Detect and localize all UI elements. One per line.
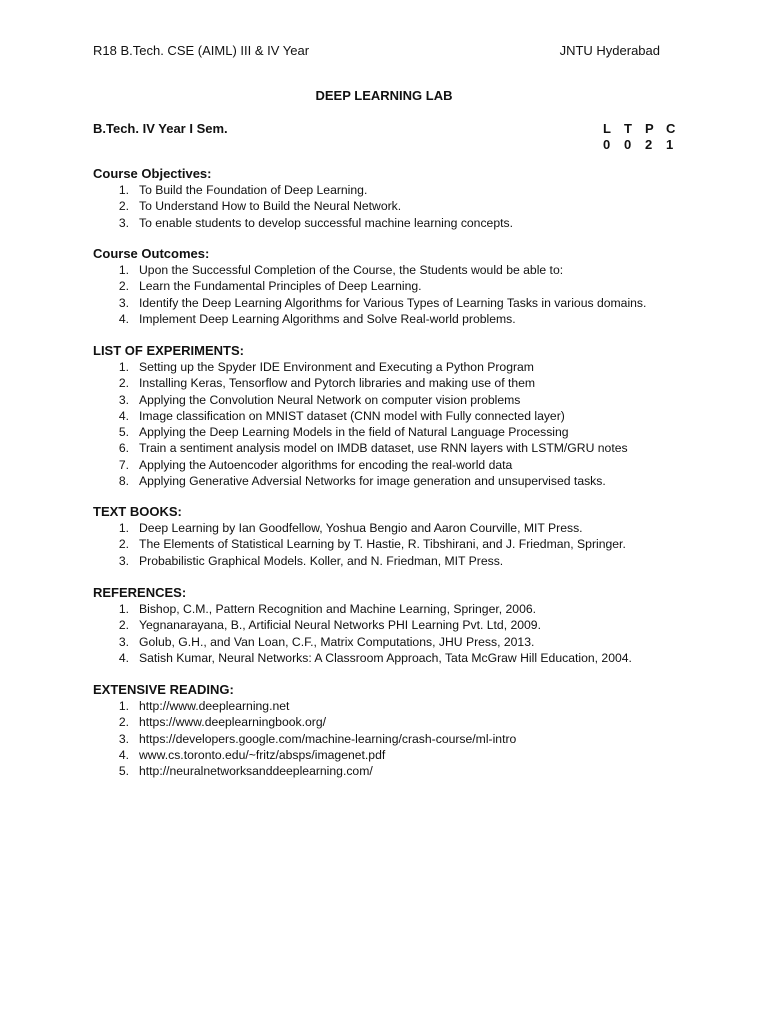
section-extensive-reading (93, 682, 713, 779)
list-item: 3. To enable students to develop successful machine learning concepts. (118, 215, 513, 230)
section-course-objectives (93, 166, 713, 231)
list-item: 4. Satish Kumar, Neural Networks: A Classroom Approach, Tata McGraw Hill Education, 2004. (118, 650, 632, 665)
ltpc-label-c: C (666, 121, 676, 136)
list-item: 3. Golub, G.H., and Van Loan, C.F., Matrix Computations, JHU Press, 2013. (118, 634, 535, 649)
list-item: 3. Identify the Deep Learning Algorithms for Various Types of Learning Tasks in various domains. (118, 295, 647, 310)
item-list (93, 698, 713, 779)
running-header-left: R18 B.Tech. CSE (AIML) III & IV Year (93, 43, 310, 58)
list-item: 2. Learn the Fundamental Principles of Deep Learning. (118, 279, 422, 294)
list-item: 1. Setting up the Spyder IDE Environment and Executing a Python Program (118, 360, 534, 374)
list-item: 3. https://developers.google.com/machine-learning/crash-course/ml-intro (118, 731, 517, 746)
list-item: 1. Upon the Successful Completion of the Course, the Students would be able to: (118, 263, 564, 277)
ltpc-header-row (603, 121, 687, 136)
list-item: 1. Bishop, C.M., Pattern Recognition and Machine Learning, Springer, 2006. (118, 602, 537, 616)
running-header-right: JNTU Hyderabad (559, 43, 660, 58)
semester-label: B.Tech. IV Year I Sem. (93, 121, 228, 136)
list-item: 2. Installing Keras, Tensorflow and Pytorch libraries and making use of them (118, 376, 536, 391)
list-item: 2. The Elements of Statistical Learning by T. Hastie, R. Tibshirani, and J. Friedman, Springer. (118, 537, 626, 552)
section-list-of-experiments (93, 343, 713, 489)
list-item: 3. Applying the Convolution Neural Network on computer vision problems (118, 392, 521, 407)
item-list (93, 601, 713, 666)
ltpc-label-t: T (624, 121, 632, 136)
list-item: 1. Deep Learning by Ian Goodfellow, Yoshua Bengio and Aaron Courville, MIT Press. (118, 521, 583, 535)
list-item: 7. Applying the Autoencoder algorithms for encoding the real-world data (118, 457, 513, 472)
section-references (93, 585, 713, 666)
list-item: 6. Train a sentiment analysis model on IMDB dataset, use RNN layers with LSTM/GRU notes (118, 441, 628, 456)
section-heading: EXTENSIVE READING: (93, 682, 234, 697)
list-item: 2. Yegnanarayana, B., Artificial Neural Networks PHI Learning Pvt. Ltd, 2009. (118, 618, 541, 633)
list-item: 5. Applying the Deep Learning Models in the field of Natural Language Processing (118, 425, 569, 440)
list-item: 3. Probabilistic Graphical Models. Koller, and N. Friedman, MIT Press. (118, 553, 504, 568)
item-list (93, 359, 713, 489)
section-heading: REFERENCES: (93, 585, 187, 600)
item-list (93, 182, 713, 231)
list-item: 8. Applying Generative Adversial Networks for image generation and unsupervised tasks. (118, 474, 606, 489)
ltpc-value-row (603, 137, 687, 152)
list-item: 2. To Understand How to Build the Neural Network. (118, 199, 402, 214)
item-list (93, 520, 713, 569)
list-item: 4. Implement Deep Learning Algorithms and Solve Real-world problems. (118, 311, 516, 326)
ltpc-value-l: 0 (603, 137, 611, 152)
section-heading: Course Objectives: (93, 166, 212, 181)
list-item: 4. www.cs.toronto.edu/~fritz/absps/imagenet.pdf (118, 747, 386, 762)
ltpc-label-l: L (603, 121, 611, 136)
list-item: 4. Image classification on MNIST dataset (CNN model with Fully connected layer) (118, 408, 565, 423)
ltpc-value-t: 0 (624, 137, 632, 152)
section-heading: Course Outcomes: (93, 246, 210, 261)
list-item: 1. http://www.deeplearning.net (118, 699, 290, 713)
section-heading: TEXT BOOKS: (93, 504, 182, 519)
section-heading: LIST OF EXPERIMENTS: (93, 343, 244, 358)
item-list (93, 262, 713, 327)
ltpc-value-c: 1 (666, 137, 674, 152)
list-item: 1. To Build the Foundation of Deep Learning. (118, 183, 368, 197)
ltpc-value-p: 2 (645, 137, 653, 152)
section-course-outcomes (93, 246, 713, 327)
ltpc-label-p: P (645, 121, 654, 136)
section-text-books (93, 504, 713, 569)
list-item: 2. https://www.deeplearningbook.org/ (118, 715, 326, 730)
list-item: 5. http://neuralnetworksanddeeplearning.com/ (118, 764, 373, 779)
page-title: DEEP LEARNING LAB (315, 88, 453, 103)
